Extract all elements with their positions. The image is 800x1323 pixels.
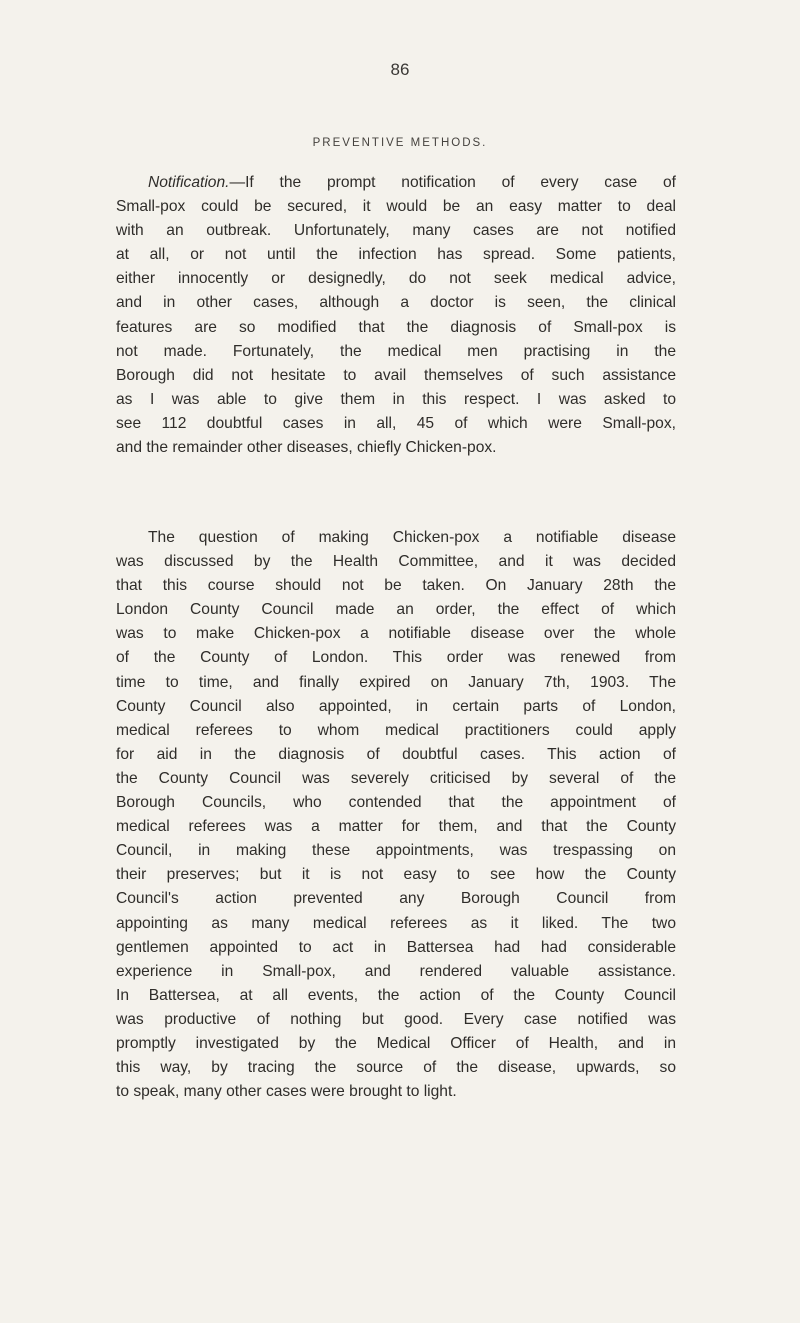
paragraph-line: Borough did not hesitate to avail themselves of such assistance bbox=[116, 366, 676, 384]
paragraph-line: for aid in the diagnosis of doubtful cases. This action of bbox=[116, 745, 676, 763]
paragraph-line: Borough Councils, who contended that the appointment of bbox=[116, 794, 676, 812]
paragraph-line: either innocently or designedly, do not seek medical advice, bbox=[116, 270, 676, 288]
section-heading: PREVENTIVE METHODS. bbox=[312, 137, 488, 149]
paragraph-line: and the remainder other diseases, chiefly Chicken-pox. bbox=[116, 439, 497, 457]
paragraph-line: gentlemen appointed to act in Battersea had had considerable bbox=[116, 938, 676, 956]
paragraph-line: of the County of London. This order was renewed from bbox=[116, 649, 676, 667]
paragraph-line: The question of making Chicken-pox a notifiable disease bbox=[148, 529, 676, 546]
paragraph-line: to speak, many other cases were brought to light. bbox=[116, 1083, 457, 1101]
paragraph-line: this way, by tracing the source of the disease, upwards, so bbox=[116, 1059, 676, 1077]
paragraph-line: was discussed by the Health Committee, and it was decided bbox=[116, 553, 676, 571]
paragraph-line: was productive of nothing but good. Every case notified was bbox=[116, 1010, 676, 1028]
paragraph-line: promptly investigated by the Medical Officer of Health, and in bbox=[116, 1034, 676, 1052]
paragraph-line: Small-pox could be secured, it would be an easy matter to deal bbox=[116, 198, 676, 216]
paragraph-line: medical referees to whom medical practitioners could apply bbox=[116, 721, 676, 739]
paragraph-line: at all, or not until the infection has spread. Some patients, bbox=[116, 246, 676, 264]
paragraph-lead: Notification. bbox=[148, 174, 230, 191]
paragraph-line: Council's action prevented any Borough Council from bbox=[116, 890, 676, 908]
paragraph-line: In Battersea, at all events, the action of the County Council bbox=[116, 986, 676, 1004]
paragraph-line-text: —If the prompt notification of every case of bbox=[229, 174, 676, 191]
paragraph-line: County Council also appointed, in certain parts of London, bbox=[116, 697, 676, 715]
paragraph-line: that this course should not be taken. On January 28th the bbox=[116, 577, 676, 595]
paragraph-line: see 112 doubtful cases in all, 45 of which were Small-pox, bbox=[116, 414, 676, 432]
paragraph-line: was to make Chicken-pox a notifiable disease over the whole bbox=[116, 625, 676, 643]
paragraph-chicken-pox bbox=[116, 526, 676, 1104]
paragraph-line: appointing as many medical referees as it liked. The two bbox=[116, 914, 676, 932]
paragraph-line: as I was able to give them in this respect. I was asked to bbox=[116, 390, 676, 408]
paragraph-line: medical referees was a matter for them, and that the County bbox=[116, 818, 676, 836]
paragraph-line: Council, in making these appointments, was trespassing on bbox=[116, 842, 676, 860]
paragraph-line bbox=[116, 171, 676, 195]
page-number: 86 bbox=[390, 60, 410, 79]
paragraph-line: time to time, and finally expired on January 7th, 1903. The bbox=[116, 673, 676, 691]
paragraph-line: their preserves; but it is not easy to see how the County bbox=[116, 866, 676, 884]
paragraph-line: the County Council was severely criticised by several of the bbox=[116, 769, 676, 787]
paragraph-line: London County Council made an order, the effect of which bbox=[116, 601, 676, 619]
paragraph-line: experience in Small-pox, and rendered valuable assistance. bbox=[116, 962, 676, 980]
paragraph-line: and in other cases, although a doctor is seen, the clinical bbox=[116, 294, 676, 312]
paragraph-line: features are so modified that the diagnosis of Small-pox is bbox=[116, 318, 676, 336]
paragraph-line: with an outbreak. Unfortunately, many cases are not notified bbox=[116, 222, 676, 240]
paragraph-notification bbox=[116, 171, 676, 460]
paragraph-line: not made. Fortunately, the medical men practising in the bbox=[116, 342, 676, 360]
